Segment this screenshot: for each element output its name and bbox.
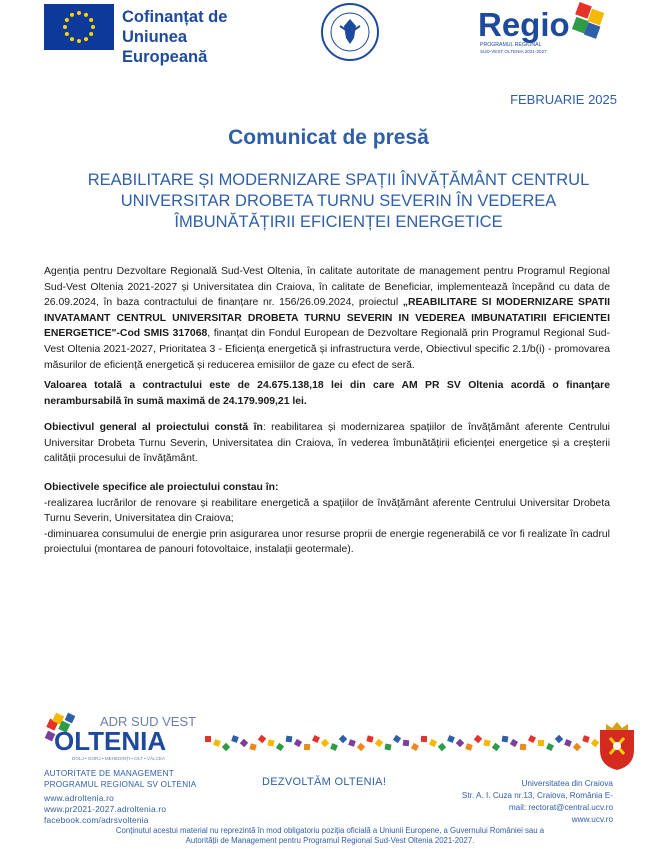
release-date: FEBRUARIE 2025 — [510, 92, 617, 107]
ribbon-mark — [330, 743, 338, 751]
eu-star-icon — [89, 18, 93, 22]
project-name: „REABILITARE SI MODERNIZARE SPATII INVATAMANT CENTRUL UNIVERSITAR DROBETA TURNU SEVERIN IN VEDEREA IMBUNATATIRII EFICIENTEI ENERGETICE"-Cod SMIS 317068 — [44, 297, 610, 340]
ribbon-mark — [538, 740, 544, 746]
ribbon-mark — [321, 739, 329, 747]
ribbon-mark — [294, 739, 302, 747]
adr-oltenia-logo — [44, 712, 204, 764]
adr-brand: OLTENIA — [54, 726, 167, 756]
general-objective-text: : reabilitarea și modernizarea spațiilor de învățământ aferente Centrului Universitar Drobeta Turnu Severin, Universitatea din Craiova, în vederea îmbunătățirii eficienței energetice și a creșterii calității procesului de învățământ. — [44, 422, 610, 465]
ribbon-mark — [465, 743, 472, 750]
specific-objectives — [44, 480, 610, 558]
ribbon-mark — [276, 743, 284, 751]
university-website-link[interactable]: www.ucv.ro — [571, 815, 613, 824]
intro-rest: , finanțat din Fondul European de Dezvoltare Regională prin Programul Regional Sud-Vest Oltenia 2021-2027, Prioritatea 3 - Eficiența energetică și infrastructura verde, Obiectivul specific 2.1/b(i) - promovarea măsurilor de eficiență energetică și reducerea emisiilor de gaze cu efect de seră. — [44, 328, 611, 371]
ribbon-mark — [267, 739, 274, 746]
footer-slogan: DEZVOLTĂM OLTENIA! — [262, 776, 387, 788]
ribbon-mark — [304, 744, 310, 750]
contract-value-paragraph: Valoarea totală a contractului este de 24.675.138,18 lei din care AM PR SV Oltenia acordă o finanțare nerambursabilă în sumă maximă de 24.179.909,21 lei. — [44, 380, 610, 407]
ribbon-mark — [312, 735, 320, 743]
eu-disclaimer: Conținutul acestui material nu reprezintă în mod obligatoriu poziția oficială a Uniunii Europene, a Guvernului României sau a Autorității de Management pentru Programul Regional Sud-Vest Oltenia 2021-2027. — [115, 826, 545, 845]
ribbon-mark — [502, 736, 509, 743]
regio-brand: Regio — [478, 6, 570, 43]
press-subtitle: REABILITARE ȘI MODERNIZARE SPAȚII ÎNVĂȚĂMÂNT CENTRUL UNIVERSITAR DROBETA TURNU SEVERIN ÎN VEDEREA ÎMBUNĂTĂȚIRII EFICIENȚEI ENERGETICE — [87, 171, 590, 231]
ribbon-mark — [348, 739, 356, 747]
ribbon-mark — [375, 739, 383, 747]
ribbon-mark — [573, 743, 581, 751]
ribbon-mark — [231, 735, 239, 743]
eu-star-icon — [65, 32, 69, 36]
ribbon-mark — [258, 735, 266, 743]
general-objective-label: Obiectivul general al proiectului constă în — [44, 422, 263, 433]
ribbon-mark — [205, 736, 211, 742]
ribbon-mark — [421, 736, 427, 742]
authority-line-1: AUTORITATE DE MANAGEMENT — [44, 769, 174, 778]
ribbon-mark — [411, 743, 419, 751]
eu-star-icon — [77, 11, 81, 15]
ribbon-mark — [582, 735, 589, 742]
intro-text: Agenția pentru Dezvoltare Regională Sud-Vest Oltenia, în calitate autoritate de management pentru Programul Regional Sud-Vest Oltenia 2021-2027 și Universitatea din Craiova, în calitate de Beneficiar, implementează începând cu data de 26.09.2024, în baza contractului de finanțare nr. 156/26.09.2024, proiectul — [44, 266, 610, 309]
eu-star-icon — [65, 18, 69, 22]
facebook-link[interactable]: facebook.com/adrsvoltenia — [44, 815, 149, 825]
specific-objectives-label: Obiectivele specifice ale proiectului constau în: — [44, 482, 279, 493]
ribbon-mark — [393, 735, 401, 743]
ribbon-mark — [339, 735, 347, 743]
ribbon-mark — [403, 740, 410, 747]
regio-logo — [476, 2, 610, 60]
adr-website-link[interactable]: www.adroltenia.ro — [44, 793, 114, 803]
ribbon-mark — [546, 743, 554, 751]
specific-objective-item: -diminuarea consumului de energie prin asigurarea unor resurse proprii de energie regenerabilă ce vor fi realizate în cadrul proiectului (montarea de panouri fotovoltaice, instalații geotermale). — [44, 528, 610, 556]
university-contact-block — [462, 778, 613, 826]
ribbon-mark — [249, 743, 256, 750]
ribbon-mark — [492, 743, 500, 751]
ribbon-mark — [429, 739, 437, 747]
ribbon-mark — [366, 735, 373, 742]
ribbon-mark — [483, 739, 490, 746]
eu-flag-logo — [44, 4, 114, 50]
university-email[interactable]: mail: rectorat@central.ucv.ro — [508, 803, 613, 812]
eu-star-icon — [84, 13, 88, 17]
university-address: Str. A. I. Cuza nr.13, Craiova, România E- — [461, 791, 613, 800]
authority-line-2: PROGRAMUL REGIONAL SV OLTENIA — [44, 780, 197, 789]
ribbon-mark — [510, 739, 518, 747]
regio-tagline-1: PROGRAMUL REGIONAL — [480, 42, 542, 48]
adr-counties: DOLJ • GORJ • MEHEDINȚI • OLT • VÂLCEA — [72, 756, 166, 761]
university-name: Universitatea din Craiova — [521, 779, 613, 788]
ribbon-mark — [555, 735, 563, 743]
university-crest-icon — [598, 720, 636, 772]
ribbon-mark — [385, 744, 392, 751]
eu-star-icon — [77, 39, 81, 43]
adr-contact-block — [44, 768, 196, 826]
page-title: Comunicat de presă — [228, 126, 429, 149]
program-website-link[interactable]: www.pr2021-2027.adroltenia.ro — [44, 804, 167, 814]
ribbon-mark — [520, 744, 527, 751]
decorative-ribbon — [205, 732, 605, 756]
ribbon-mark — [286, 736, 293, 743]
eu-star-icon — [70, 37, 74, 41]
ribbon-mark — [222, 743, 230, 751]
ribbon-mark — [438, 743, 446, 751]
eu-star-icon — [89, 32, 93, 36]
eu-star-icon — [70, 13, 74, 17]
regio-tagline-2: SUD-VEST OLTENIA 2021-2027 — [480, 49, 547, 54]
specific-objective-item: -realizarea lucrărilor de renovare și reabilitare energetică a spațiilor de învățământ aferente Centrului Universitar Drobeta Turnu Severin, Universitatea din Craiova; — [44, 497, 610, 525]
ribbon-mark — [357, 743, 365, 751]
general-objective-paragraph — [44, 420, 610, 467]
ribbon-mark — [474, 735, 482, 743]
ribbon-mark — [213, 739, 221, 747]
ribbon-mark — [456, 739, 464, 747]
eu-star-icon — [63, 25, 67, 29]
eu-star-icon — [84, 37, 88, 41]
eu-cofinanced-label: Cofinanțat de Uniunea Europeană — [122, 8, 228, 66]
government-seal-icon — [320, 2, 380, 62]
ribbon-mark — [447, 735, 455, 743]
adr-top-label: ADR SUD VEST — [100, 714, 197, 729]
ribbon-mark — [564, 739, 572, 747]
intro-paragraph — [44, 264, 610, 373]
ribbon-mark — [240, 739, 248, 747]
ribbon-mark — [528, 735, 536, 743]
eu-star-icon — [91, 25, 95, 29]
